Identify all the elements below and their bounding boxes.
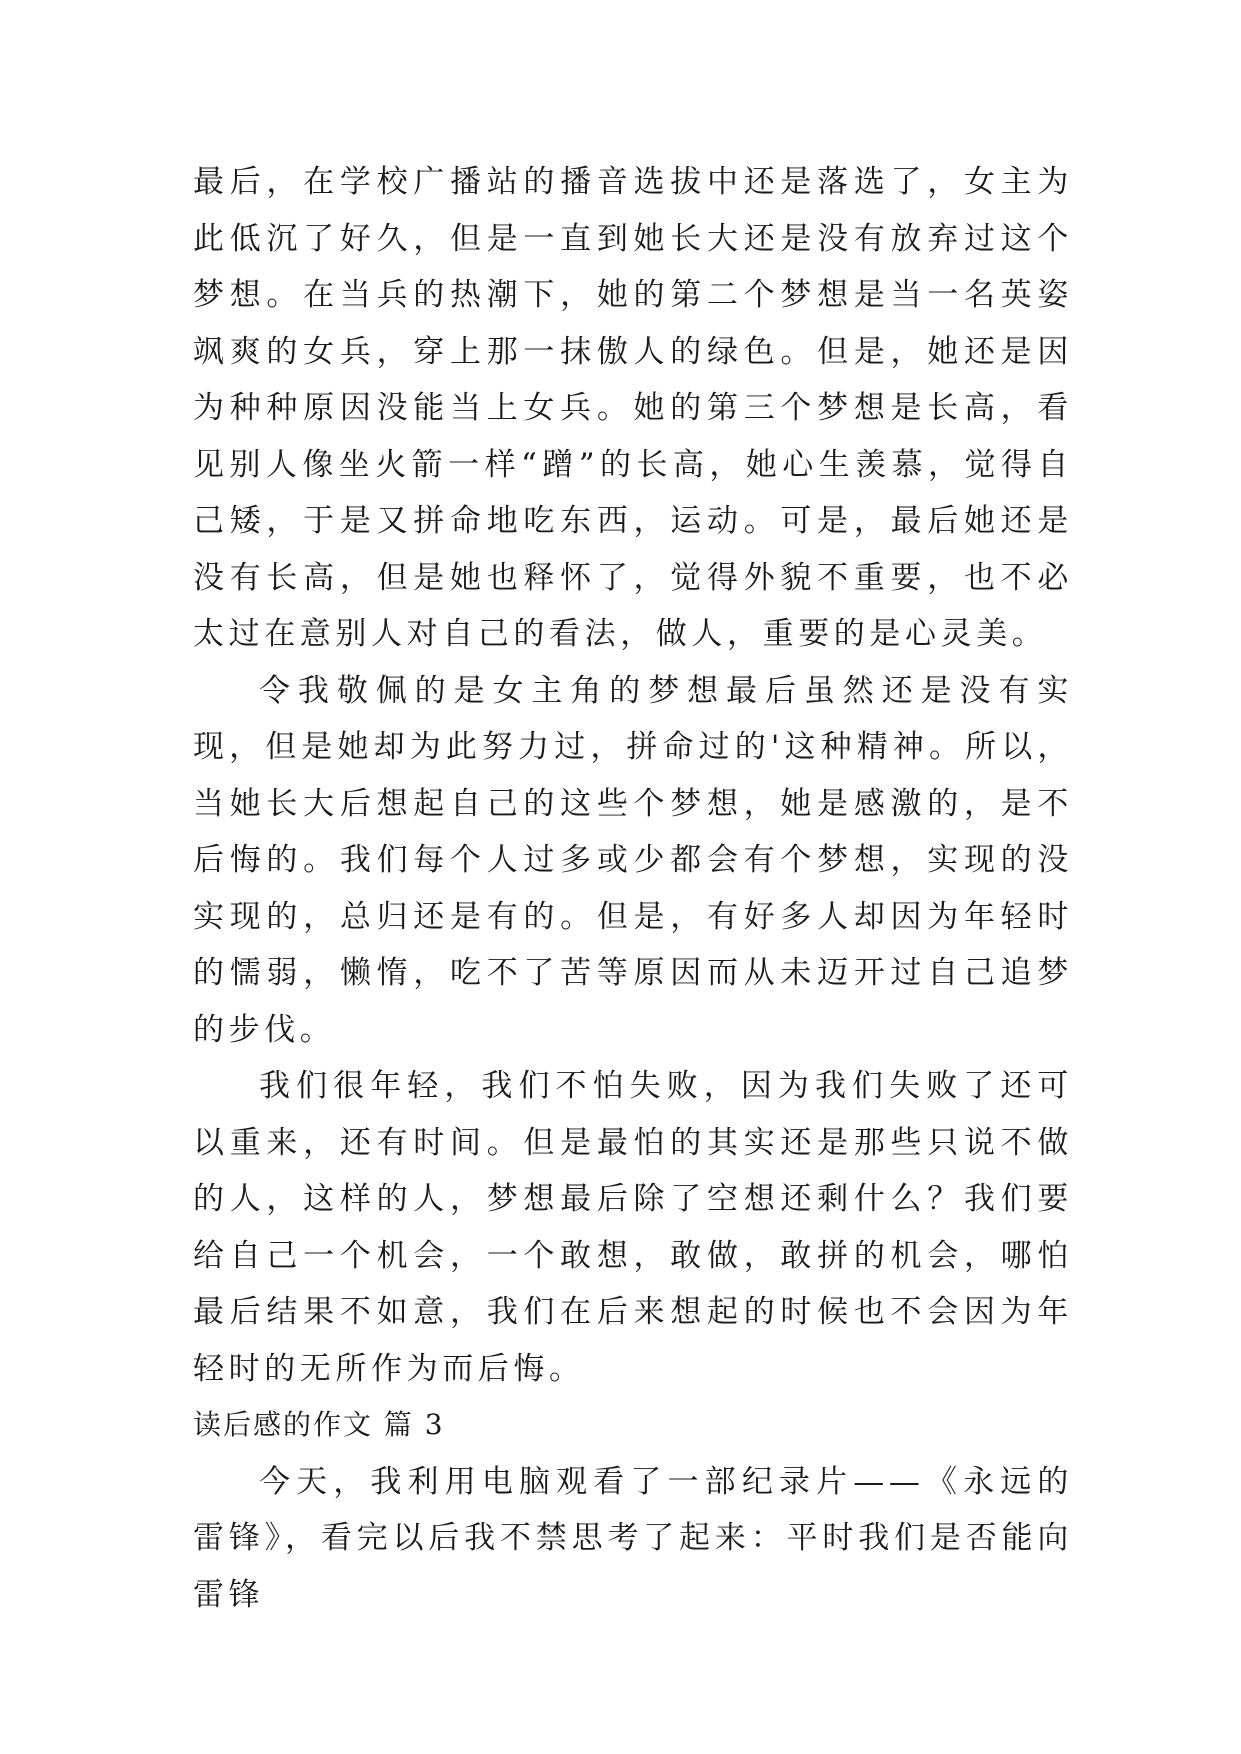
section-heading: 读后感的作文 篇 3 xyxy=(193,1408,445,1441)
paragraph-youth: 我们很年轻，我们不怕失败，因为我们失败了还可以重来，还有时间。但是最怕的其实还是那些只说不做的人，这样的人，梦想最后除了空想还剩什么？我们要给自己一个机会，一个敢想，敢做，敢拼的机会，哪怕最后结果不如意，我们在后来想起的时候也不会因为年轻时的无所作为而后悔。 xyxy=(193,1068,1073,1387)
paragraph-admiration: 令我敬佩的是女主角的梦想最后虽然还是没有实现，但是她却为此努力过，拼命过的'这种精神。所以，当她长大后想起自己的这些个梦想，她是感激的，是不后悔的。我们每个人过多或少都会有个梦想，实现的没实现的，总归还是有的。但是，有好多人却因为年轻时的懦弱，懒惰，吃不了苦等原因而从未迈开过自己追梦的步伐。 xyxy=(193,672,1073,1048)
paragraph-leifeng: 今天，我利用电脑观看了一部纪录片——《永远的雷锋》，看完以后我不禁思考了起来：平时我们是否能向雷锋 xyxy=(193,1463,1073,1613)
document-body xyxy=(193,154,1073,1623)
paragraph-dream-story: 最后，在学校广播站的播音选拔中还是落选了，女主为此低沉了好久，但是一直到她长大还是没有放弃过这个梦想。在当兵的热潮下，她的第二个梦想是当一名英姿飒爽的女兵，穿上那一抹傲人的绿色。但是，她还是因为种种原因没能当上女兵。她的第三个梦想是长高，看见别人像坐火箭一样“蹭”的长高，她心生羡慕，觉得自己矮，于是又拼命地吃东西，运动。可是，最后她还是没有长高，但是她也释怀了，觉得外貌不重要，也不必太过在意别人对自己的看法，做人，重要的是心灵美。 xyxy=(193,164,1073,652)
